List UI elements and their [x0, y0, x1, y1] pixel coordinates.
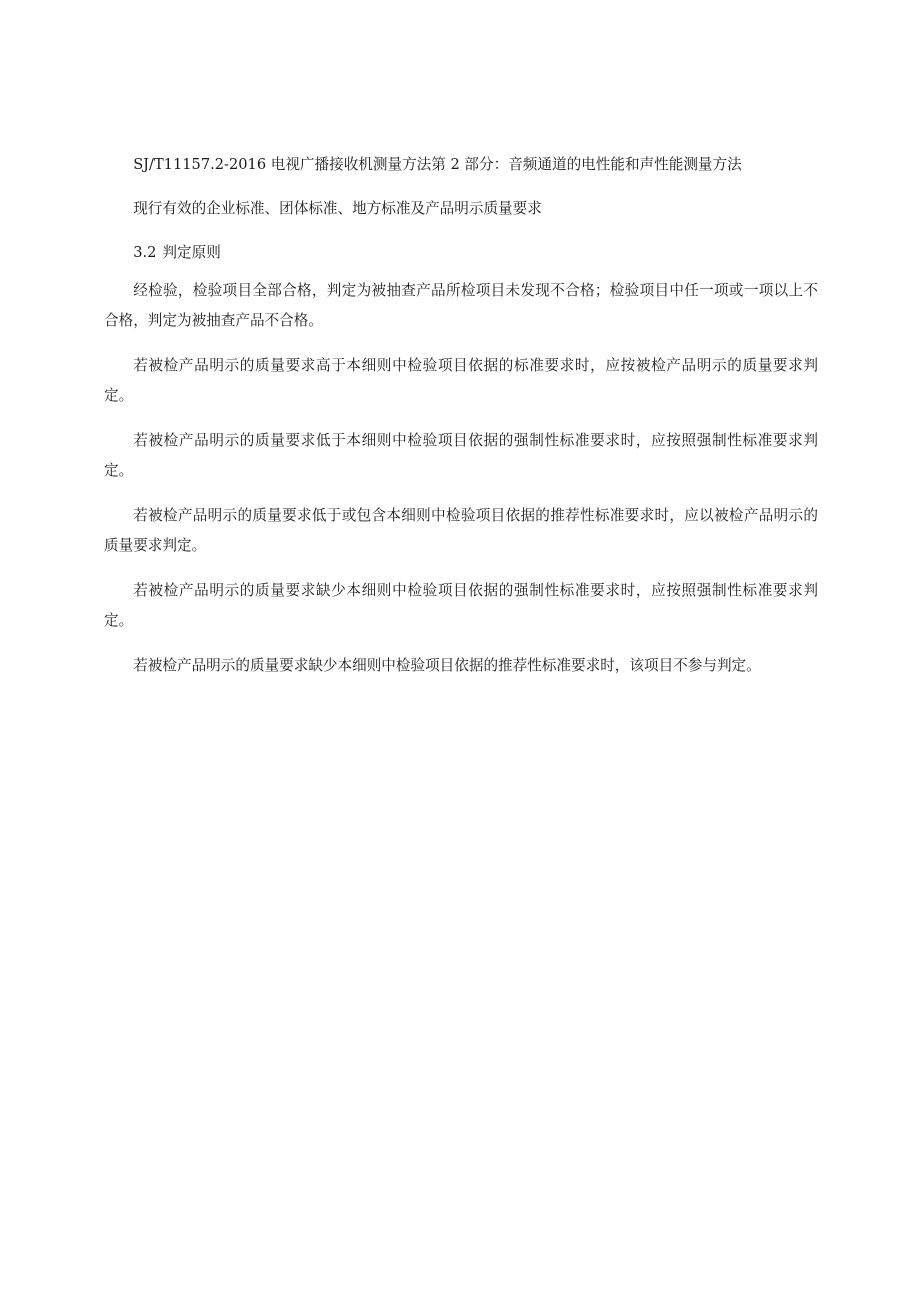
reference-standard-sj-t11157: SJ/T11157.2-2016 电视广播接收机测量方法第 2 部分：音频通道的电性能和声性能测量方法: [133, 156, 742, 173]
paragraph-missing-recommended: 若被检产品明示的质量要求缺少本细则中检验项目依据的推荐性标准要求时，该项目不参与判定。: [133, 657, 761, 674]
paragraph-higher-requirement: 若被检产品明示的质量要求高于本细则中检验项目依据的标准要求时，应按被检产品明示的质量要求判定。: [104, 357, 818, 404]
reference-other-standards: 现行有效的企业标准、团体标准、地方标准及产品明示质量要求: [133, 200, 542, 217]
paragraph-missing-mandatory: 若被检产品明示的质量要求缺少本细则中检验项目依据的强制性标准要求时，应按照强制性标准要求判定。: [104, 582, 818, 629]
section-title: 判定原则: [162, 244, 221, 261]
section-number: 3.2: [133, 244, 157, 261]
paragraph-overall-judgement: 经检验，检验项目全部合格，判定为被抽查产品所检项目未发现不合格；检验项目中任一项或一项以上不合格，判定为被抽查产品不合格。: [104, 282, 818, 329]
section-heading: [104, 238, 818, 268]
paragraph-lower-recommended: 若被检产品明示的质量要求低于或包含本细则中检验项目依据的推荐性标准要求时，应以被检产品明示的质量要求判定。: [104, 507, 818, 554]
document-page: [104, 150, 818, 696]
paragraph-lower-mandatory: 若被检产品明示的质量要求低于本细则中检验项目依据的强制性标准要求时，应按照强制性标准要求判定。: [104, 432, 818, 479]
